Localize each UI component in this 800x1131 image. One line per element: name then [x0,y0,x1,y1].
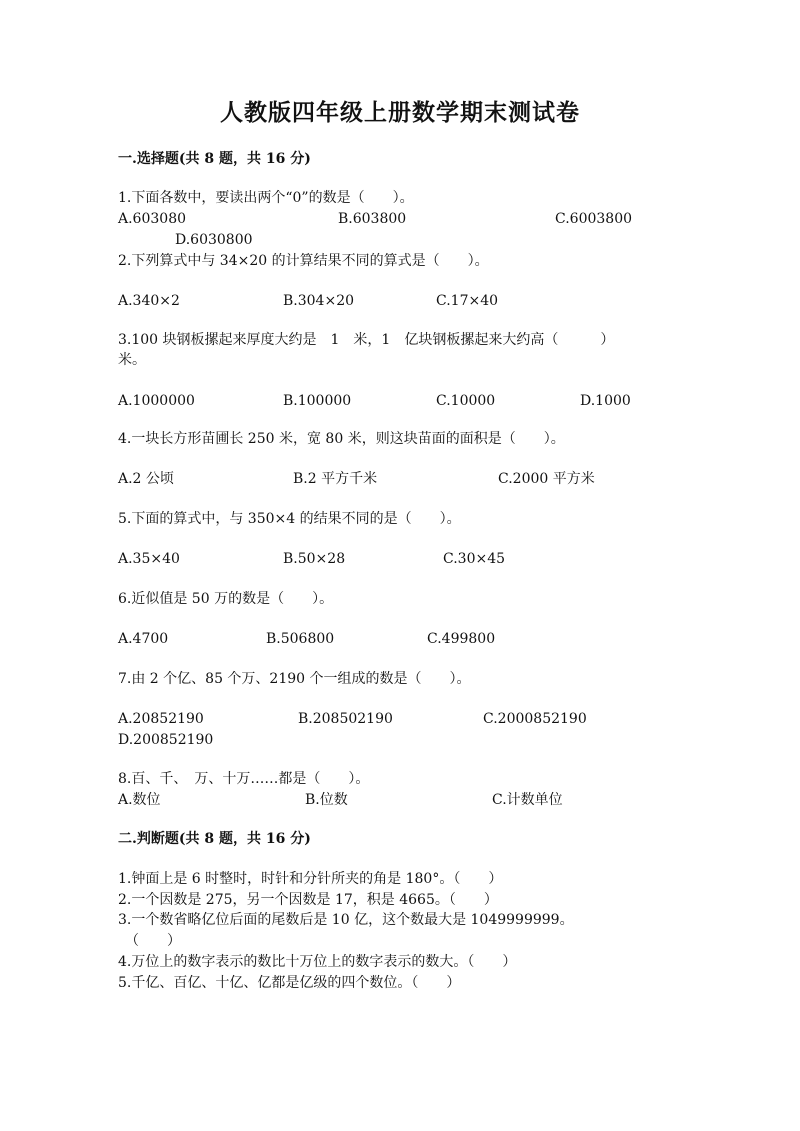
question-8-option-c: C.计数单位 [492,792,563,808]
question-5-option-a: A.35×40 [118,551,180,567]
question-2-option-c: C.17×40 [436,293,499,309]
question-1-option-a: A.603080 [118,211,187,227]
question-7-option-d: D.200852190 [118,732,214,748]
page-title: 人教版四年级上册数学期末测试卷 [220,99,580,126]
question-8-stem: 8.百、千、 万、十万……都是（ ）。 [118,771,370,787]
question-3-stem: 3.100 块钢板摞起来厚度大约是 1 米，1 亿块钢板摞起来大约高（ ） [118,332,615,348]
question-8-option-a: A.数位 [118,792,161,808]
question-4-option-c: C.2000 平方米 [498,471,595,487]
question-7-stem: 7.由 2 个亿、85 个万、2190 个一组成的数是（ ）。 [118,671,471,687]
question-2-option-b: B.304×20 [283,293,355,309]
section-heading-judgement: 二.判断题(共 8 题，共 16 分) [118,831,311,847]
question-3-option-c: C.10000 [436,393,496,409]
question-5-option-c: C.30×45 [443,551,506,567]
question-1-stem: 1.下面各数中，要读出两个“0”的数是（ ）。 [118,190,414,206]
section-heading-choice: 一.选择题(共 8 题，共 16 分) [118,151,311,167]
question-6-option-a: A.4700 [118,631,169,647]
question-6-option-b: B.506800 [266,631,335,647]
question-4-option-a: A.2 公顷 [118,471,174,487]
judgement-item-3: 3.一个数省略亿位后面的尾数后是 10 亿，这个数最大是 1049999999。 [118,912,574,928]
question-1-option-b: B.603800 [338,211,407,227]
question-7-option-b: B.208502190 [298,711,393,727]
judgement-item-5: 5.千亿、百亿、十亿、亿都是亿级的四个数位。（ ） [118,975,461,991]
question-5-option-b: B.50×28 [283,551,346,567]
question-1-option-d: D.6030800 [175,232,253,248]
question-3-stem-continued: 米。 [118,352,146,368]
judgement-item-2: 2.一个因数是 275，另一个因数是 17，积是 4665。（ ） [118,892,498,908]
question-1-option-c: C.6003800 [555,211,633,227]
question-4-option-b: B.2 平方千米 [293,471,378,487]
question-8-option-b: B.位数 [305,792,348,808]
question-2-option-a: A.340×2 [118,293,180,309]
judgement-item-1: 1.钟面上是 6 时整时，时针和分针所夹的角是 180°。（ ） [118,871,503,887]
question-4-stem: 4.一块长方形苗圃长 250 米，宽 80 米，则这块苗面的面积是（ ）。 [118,431,565,447]
question-6-option-c: C.499800 [427,631,496,647]
question-7-option-a: A.20852190 [118,711,204,727]
question-6-stem: 6.近似值是 50 万的数是（ ）。 [118,591,334,607]
question-5-stem: 5.下面的算式中，与 350×4 的结果不同的是（ ）。 [118,511,461,527]
question-3-option-b: B.100000 [283,393,352,409]
question-2-stem: 2.下列算式中与 34×20 的计算结果不同的算式是（ ）。 [118,253,489,269]
question-7-option-c: C.2000852190 [483,711,587,727]
question-3-option-a: A.1000000 [118,393,195,409]
judgement-item-3-blank: （ ） [125,933,181,949]
question-3-option-d: D.1000 [580,393,631,409]
judgement-item-4: 4.万位上的数字表示的数比十万位上的数字表示的数大。（ ） [118,954,517,970]
